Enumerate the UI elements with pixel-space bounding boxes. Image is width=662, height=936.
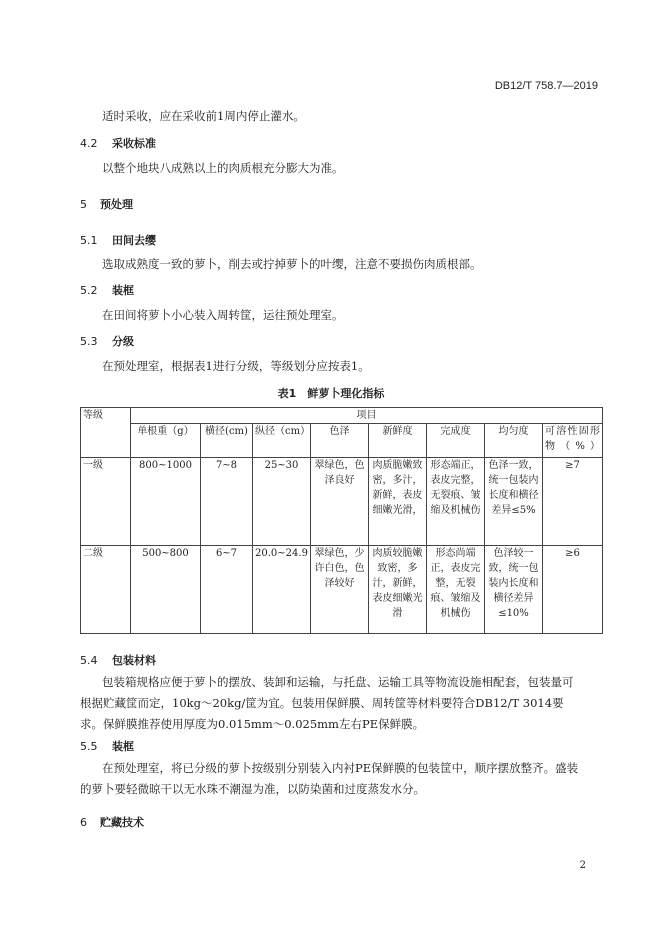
table-cell: 色泽一致，统一包装内长度和横径差异≤5% xyxy=(485,458,543,546)
section-5-3-heading xyxy=(80,333,134,349)
section-number: 6 xyxy=(80,816,87,829)
table-cell: 形态尚端正，表皮完整，无裂痕、皱缩及机械伤 xyxy=(427,546,485,634)
section-5-4-text: 包装箱规格应便于萝卜的摆放、装卸和运输，与托盘、运输工具等物流设施相配套，包装量可根据贮藏筐而定，10kg～20kg/筐为宜。包装用保鲜膜、周转筐等材料要符合DB12/T 3014要求。保鲜膜推荐使用厚度为0.015mm～0.025mm左右PE保鲜膜。 xyxy=(80,675,574,731)
header-cell: 纵径（cm） xyxy=(253,424,311,458)
section-5-2-text: 在田间将萝卜小心装入周转筐，运往预处理室。 xyxy=(102,308,344,322)
table-caption: 表1 鲜萝卜理化指标 xyxy=(277,387,385,400)
section-title: 采收标准 xyxy=(112,137,156,150)
grade-cell: 二级 xyxy=(81,546,131,634)
section-5-4-heading xyxy=(80,652,156,668)
section-5-3-text: 在预处理室，根据表1进行分级，等级划分应按表1。 xyxy=(102,359,370,373)
header-cell: 完成度 xyxy=(427,424,485,458)
table-row xyxy=(81,458,603,546)
section-5-1-text: 选取成熟度一致的萝卜，削去或拧掉萝卜的叶缨，注意不要损伤肉质根部。 xyxy=(102,257,482,271)
table-cell: 25~30 xyxy=(253,458,311,546)
section-number: 5.5 xyxy=(80,740,98,753)
section-title: 分级 xyxy=(112,335,134,348)
header-cell: 色泽 xyxy=(311,424,369,458)
section-5-2-heading xyxy=(80,282,134,298)
table-header-row xyxy=(81,408,603,424)
table-cell: 形态端正，表皮完整，无裂痕、皱缩及机械伤 xyxy=(427,458,485,546)
section-title: 装框 xyxy=(112,284,134,297)
table-cell: 色泽较一致，统一包装内长度和横径差异 ≤10% xyxy=(485,546,543,634)
section-number: 4.2 xyxy=(80,137,98,150)
section-title: 包装材料 xyxy=(112,654,156,667)
table-cell: 肉质脆嫩致密，多汁，新鲜，表皮细嫩光滑， xyxy=(369,458,427,546)
header-cell: 新鲜度 xyxy=(369,424,427,458)
section-number: 5.4 xyxy=(80,654,98,667)
section-number: 5 xyxy=(80,198,87,211)
header-cell: 均匀度 xyxy=(485,424,543,458)
grade-cell: 一级 xyxy=(81,458,131,546)
table-row xyxy=(81,546,603,634)
section-number: 5.1 xyxy=(80,234,98,247)
section-title: 预处理 xyxy=(100,198,133,211)
table-cell: 800~1000 xyxy=(131,458,201,546)
table-subheader-row xyxy=(81,424,603,458)
table-cell: 7~8 xyxy=(201,458,253,546)
table-cell: 500~800 xyxy=(131,546,201,634)
table-cell: 肉质较脆嫩致密，多汁，新鲜，表皮细嫩光滑 xyxy=(369,546,427,634)
grading-table xyxy=(80,407,603,634)
grade-header-cell: 等级 xyxy=(81,408,131,458)
table-cell: 20.0~24.9 xyxy=(253,546,311,634)
section-number: 5.3 xyxy=(80,335,98,348)
section-4-2-heading xyxy=(80,135,156,151)
section-5-1-heading xyxy=(80,232,156,248)
items-header-cell: 项目 xyxy=(131,408,603,424)
header-cell: 可溶性固形物（%） xyxy=(543,424,603,458)
header-cell: 单根重（g） xyxy=(131,424,201,458)
section-5-heading xyxy=(80,196,133,212)
section-5-5-heading xyxy=(80,738,134,754)
section-title: 装框 xyxy=(112,740,134,753)
section-6-heading xyxy=(80,814,144,830)
section-5-5-text: 在预处理室，将已分级的萝卜按级别分别装入内衬PE保鲜膜的包装筐中，顺序摆放整齐。盛装的萝卜要轻微晾干以无水珠不潮湿为准，以防染菌和过度蒸发水分。 xyxy=(80,761,579,796)
table-cell: 翠绿色，少许白色，色泽较好 xyxy=(311,546,369,634)
harvest-line: 适时采收，应在采收前1周内停止灌水。 xyxy=(102,109,305,123)
section-title: 田间去缨 xyxy=(112,234,156,247)
table-cell: ≥7 xyxy=(543,458,603,546)
table-cell: 翠绿色，色泽良好 xyxy=(311,458,369,546)
table-cell: ≥6 xyxy=(543,546,603,634)
section-number: 5.2 xyxy=(80,284,98,297)
section-4-2-text: 以整个地块八成熟以上的肉质根充分膨大为准。 xyxy=(102,161,344,175)
standard-code: DB12/T 758.7—2019 xyxy=(494,80,598,92)
page-number: 2 xyxy=(579,860,586,871)
header-cell: 横径(cm) xyxy=(201,424,253,458)
table-cell: 6~7 xyxy=(201,546,253,634)
section-title: 贮藏技术 xyxy=(100,816,144,829)
